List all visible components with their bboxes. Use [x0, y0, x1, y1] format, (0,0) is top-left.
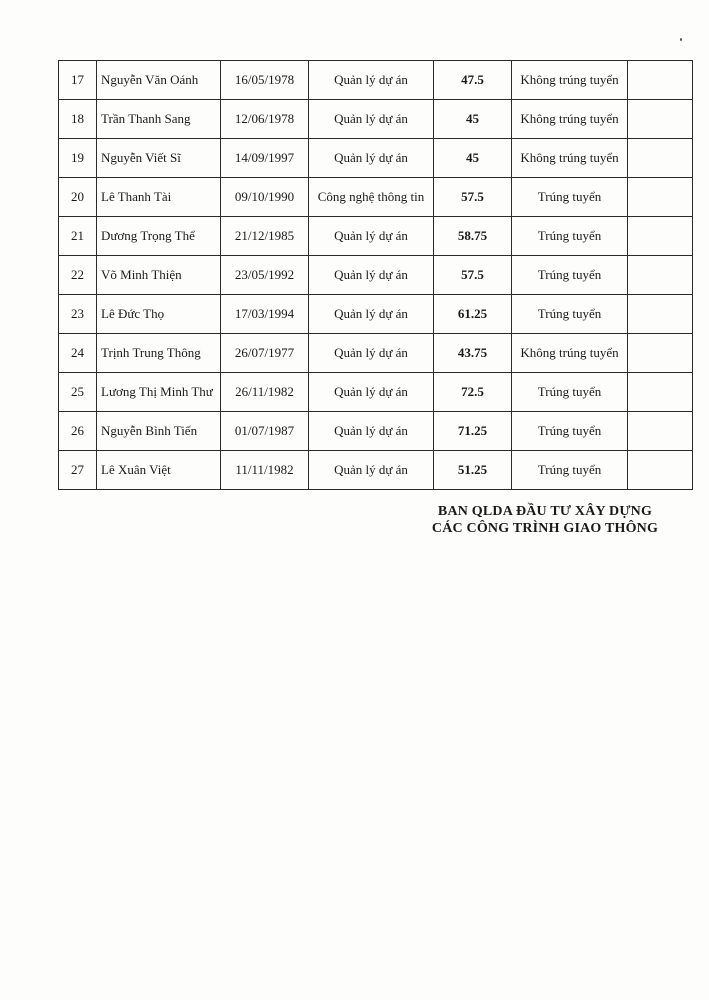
position-cell: Quản lý dự án: [309, 139, 434, 178]
position-cell: Quản lý dự án: [309, 295, 434, 334]
date-of-birth-cell: 14/09/1997: [221, 139, 309, 178]
table-row: [59, 451, 693, 490]
date-of-birth-cell: 26/11/1982: [221, 373, 309, 412]
position-cell: Quản lý dự án: [309, 412, 434, 451]
score-cell: 47.5: [434, 61, 512, 100]
row-number-cell: 21: [59, 217, 97, 256]
candidate-name-cell: Dương Trọng Thể: [97, 217, 221, 256]
position-cell: Quản lý dự án: [309, 256, 434, 295]
row-number-cell: 18: [59, 100, 97, 139]
score-cell: 57.5: [434, 256, 512, 295]
row-number-cell: 22: [59, 256, 97, 295]
signature-block: [380, 503, 709, 537]
position-cell: Quản lý dự án: [309, 451, 434, 490]
row-number-cell: 17: [59, 61, 97, 100]
result-cell: Trúng tuyển: [512, 256, 628, 295]
candidate-name-cell: Võ Minh Thiện: [97, 256, 221, 295]
score-cell: 51.25: [434, 451, 512, 490]
row-number-cell: 27: [59, 451, 97, 490]
result-cell: Trúng tuyển: [512, 373, 628, 412]
candidate-name-cell: Lương Thị Minh Thư: [97, 373, 221, 412]
result-cell: Không trúng tuyển: [512, 100, 628, 139]
date-of-birth-cell: 16/05/1978: [221, 61, 309, 100]
score-cell: 43.75: [434, 334, 512, 373]
note-cell: [628, 451, 693, 490]
table-row: [59, 373, 693, 412]
row-number-cell: 25: [59, 373, 97, 412]
score-cell: 71.25: [434, 412, 512, 451]
position-cell: Quản lý dự án: [309, 334, 434, 373]
candidate-name-cell: Nguyễn Bình Tiến: [97, 412, 221, 451]
table-row: [59, 178, 693, 217]
signature-line-1: BAN QLDA ĐẦU TƯ XÂY DỰNG: [437, 504, 653, 519]
result-cell: Không trúng tuyển: [512, 334, 628, 373]
position-cell: Quản lý dự án: [309, 100, 434, 139]
position-cell: Quản lý dự án: [309, 373, 434, 412]
note-cell: [628, 295, 693, 334]
table-row: [59, 412, 693, 451]
position-cell: Quản lý dự án: [309, 217, 434, 256]
note-cell: [628, 256, 693, 295]
row-number-cell: 26: [59, 412, 97, 451]
candidate-name-cell: Lê Đức Thọ: [97, 295, 221, 334]
candidate-name-cell: Trần Thanh Sang: [97, 100, 221, 139]
row-number-cell: 19: [59, 139, 97, 178]
date-of-birth-cell: 17/03/1994: [221, 295, 309, 334]
table-row: [59, 139, 693, 178]
note-cell: [628, 178, 693, 217]
candidate-name-cell: Nguyễn Viết Sĩ: [97, 139, 221, 178]
candidate-name-cell: Lê Xuân Việt: [97, 451, 221, 490]
table-row: [59, 295, 693, 334]
date-of-birth-cell: 09/10/1990: [221, 178, 309, 217]
table-row: [59, 334, 693, 373]
results-table-body: [59, 61, 693, 490]
result-cell: Không trúng tuyển: [512, 139, 628, 178]
candidate-name-cell: Nguyễn Văn Oánh: [97, 61, 221, 100]
result-cell: Trúng tuyển: [512, 451, 628, 490]
note-cell: [628, 217, 693, 256]
score-cell: 45: [434, 139, 512, 178]
score-cell: 61.25: [434, 295, 512, 334]
row-number-cell: 20: [59, 178, 97, 217]
result-cell: Trúng tuyển: [512, 178, 628, 217]
result-cell: Trúng tuyển: [512, 412, 628, 451]
score-cell: 45: [434, 100, 512, 139]
candidate-name-cell: Trịnh Trung Thông: [97, 334, 221, 373]
date-of-birth-cell: 01/07/1987: [221, 412, 309, 451]
date-of-birth-cell: 26/07/1977: [221, 334, 309, 373]
result-cell: Trúng tuyển: [512, 295, 628, 334]
note-cell: [628, 61, 693, 100]
table-row: [59, 256, 693, 295]
score-cell: 57.5: [434, 178, 512, 217]
result-cell: Trúng tuyển: [512, 217, 628, 256]
note-cell: [628, 334, 693, 373]
date-of-birth-cell: 12/06/1978: [221, 100, 309, 139]
note-cell: [628, 100, 693, 139]
note-cell: [628, 139, 693, 178]
date-of-birth-cell: 21/12/1985: [221, 217, 309, 256]
scan-speck: [680, 38, 682, 41]
note-cell: [628, 412, 693, 451]
note-cell: [628, 373, 693, 412]
table-row: [59, 217, 693, 256]
score-cell: 58.75: [434, 217, 512, 256]
score-cell: 72.5: [434, 373, 512, 412]
result-cell: Không trúng tuyển: [512, 61, 628, 100]
date-of-birth-cell: 11/11/1982: [221, 451, 309, 490]
table-row: [59, 100, 693, 139]
table-row: [59, 61, 693, 100]
position-cell: Quản lý dự án: [309, 61, 434, 100]
row-number-cell: 23: [59, 295, 97, 334]
date-of-birth-cell: 23/05/1992: [221, 256, 309, 295]
position-cell: Công nghệ thông tin: [309, 178, 434, 217]
signature-line-2: CÁC CÔNG TRÌNH GIAO THÔNG: [431, 521, 659, 536]
results-table: [58, 60, 693, 490]
row-number-cell: 24: [59, 334, 97, 373]
candidate-name-cell: Lê Thanh Tài: [97, 178, 221, 217]
